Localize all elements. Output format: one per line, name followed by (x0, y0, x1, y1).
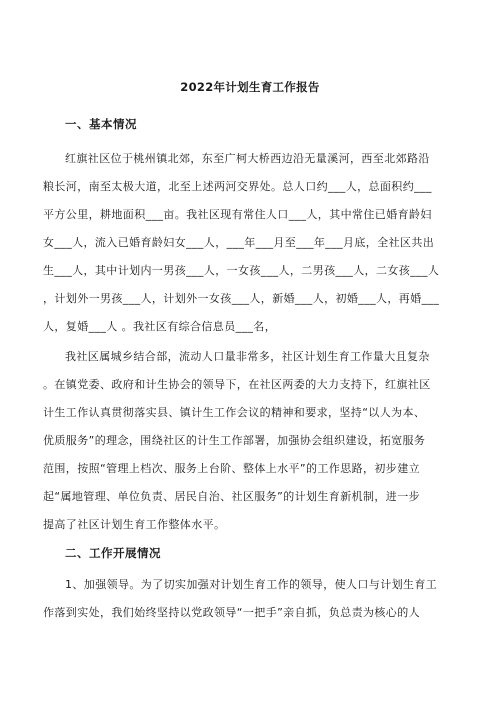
paragraph-line: 优质服务”的理念，围绕社区的计生工作部署，加强协会组织建设，拓宽服务 (43, 434, 426, 447)
paragraph-line: 女___人，流入已婚育龄妇女___人，___年___月至___年___月底，全社区共出 (43, 236, 435, 249)
document-title: 2022年计划生育工作报告 (180, 80, 320, 94)
paragraph-line: 作落到实处，我们始终坚持以党政领导“一把手”亲自抓，负总责为核心的人 (43, 606, 420, 619)
paragraph-line: 范围，按照“管理上档次、服务上台阶、整体上水平”的工作思路，初步建立 (43, 462, 420, 475)
paragraph-line: 提高了社区计划生育工作整体水平。 (43, 518, 226, 531)
paragraph-line: 1、加强领导。为了切实加强对计划生育工作的领导，使人口与计划生育工 (65, 578, 438, 591)
section-heading-work-progress: 二、工作开展情况 (65, 546, 161, 560)
paragraph-line: 平方公里，耕地面积___亩。我社区现有常住人口___人，其中常住已婚育龄妇 (43, 208, 432, 221)
paragraph-line: 起“属地管理、单位负责、居民自治、社区服务”的计划生育新机制，进一步 (43, 490, 420, 503)
paragraph-line: 粮长河，南至太极大道，北至上述两河交界处。总人口约___人，总面积约___ (43, 180, 432, 193)
paragraph-line: 计生工作认真贯彻落实县、镇计生工作会议的精神和要求，坚持“以人为本、 (43, 406, 426, 419)
paragraph-line: 人，复婚___人 。我社区有综合信息员___名， (43, 320, 277, 333)
paragraph-line: ，计划外一男孩___人，计划外一女孩___人，新婚___人，初婚___人，再婚___ (43, 292, 440, 305)
section-heading-basic-situation: 一、基本情况 (65, 117, 137, 131)
paragraph-line: 生___人，其中计划内一男孩___人，一女孩___人，二男孩___人，二女孩___人 (43, 264, 440, 277)
paragraph-line: 。在镇党委、政府和计生协会的领导下，在社区两委的大力支持下，红旗社区 (43, 378, 431, 391)
paragraph-line: 红旗社区位于桃州镇北郊，东至广柯大桥西边沿无量溪河，西至北郊路沿 (65, 152, 430, 165)
paragraph-line: 我社区属城乡结合部，流动人口量非常多，社区计划生育工作量大且复杂 (65, 350, 430, 363)
